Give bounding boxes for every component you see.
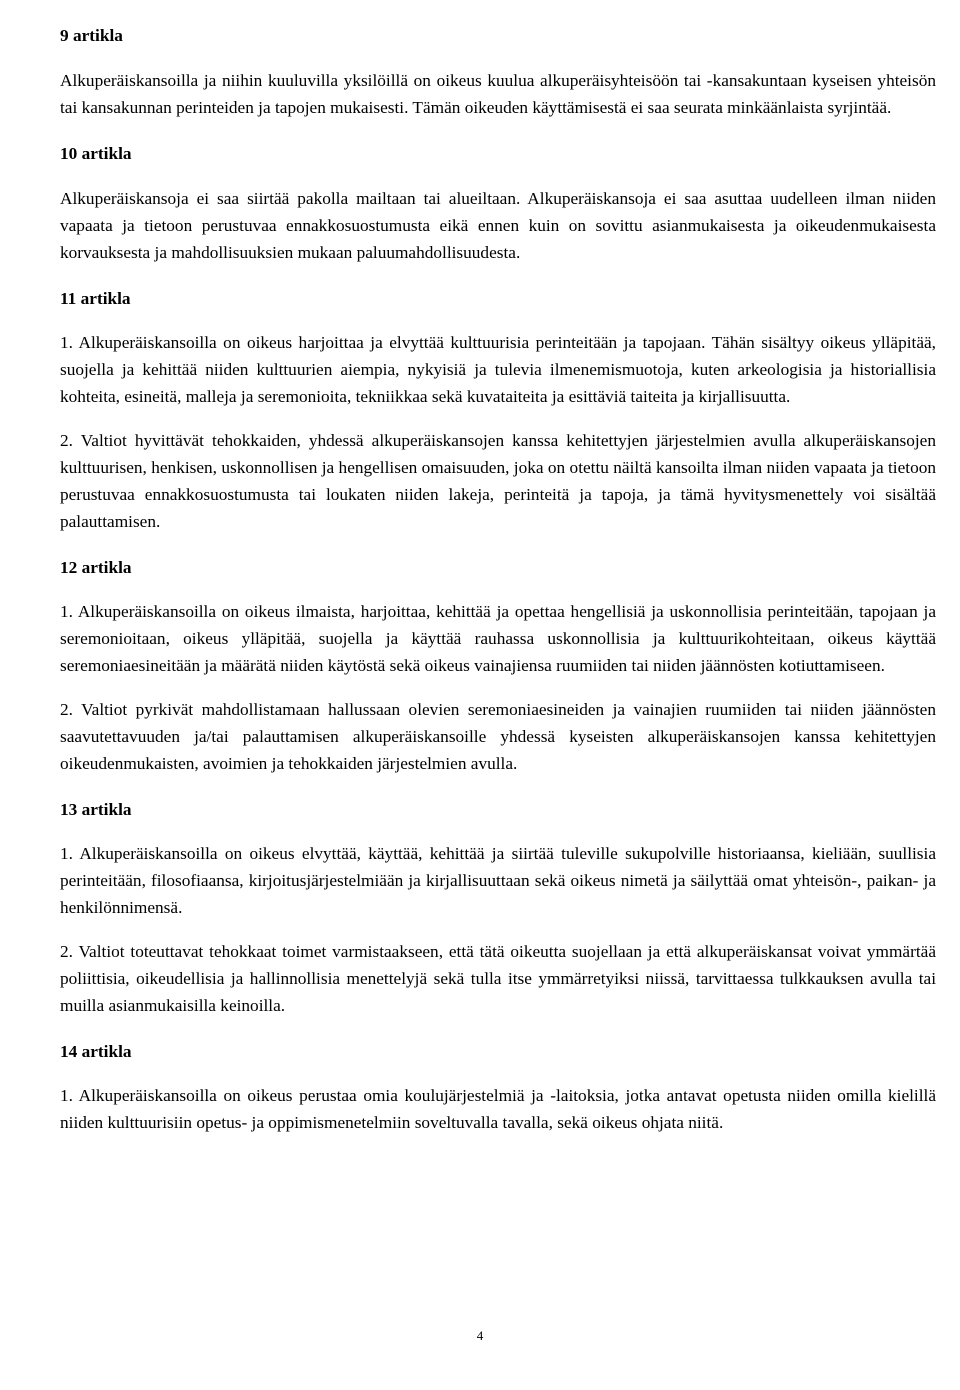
page-content xyxy=(60,22,936,1136)
article-heading: 10 artikla xyxy=(60,144,132,163)
article-heading: 14 artikla xyxy=(60,1042,132,1061)
article-paragraph: 1. Alkuperäiskansoilla on oikeus ilmaista, harjoittaa, kehittää ja opettaa hengellisiä ja uskonnollisia perinteitään, tapojaan ja seremonioitaan, oikeus ylläpitää, suojella ja käyttää rauhassa uskonnollisia ja kulttuurikohteitaan, oikeus käyttää seremoniaesineitään ja määrätä niiden käytöstä sekä oikeus vainajiensa ruumiiden tai niiden jäännösten kotiuttamiseen. xyxy=(60,602,936,675)
article-paragraph: 1. Alkuperäiskansoilla on oikeus perustaa omia koulujärjestelmiä ja -laitoksia, jotka antavat opetusta niiden omilla kielillä niiden kulttuurisiin opetus- ja oppimismenetelmiin soveltuvalla tavalla, sekä oikeus ohjata niitä. xyxy=(60,1086,936,1132)
article-10 xyxy=(60,140,936,266)
article-9 xyxy=(60,22,936,121)
article-paragraph: Alkuperäiskansoja ei saa siirtää pakolla mailtaan tai alueiltaan. Alkuperäiskansoja ei saa asuttaa uudelleen ilman niiden vapaata ja tietoon perustuvaa ennakkosuostumusta eikä ennen kuin on sovittu asianmukaisesta ja oikeudenmukaisesta korvauksesta ja mahdollisuuksien mukaan paluumahdollisuudesta. xyxy=(60,189,936,262)
article-heading: 11 artikla xyxy=(60,289,131,308)
article-paragraph: 1. Alkuperäiskansoilla on oikeus elvyttää, käyttää, kehittää ja siirtää tuleville sukupolville historiaansa, kieliään, suullisia perinteitään, filosofiaansa, kirjoitusjärjestelmiään ja kirjallisuuttaan sekä oikeus nimetä ja säilyttää omat yhteisön-, paikan- ja henkilönnimensä. xyxy=(60,844,936,917)
article-paragraph: 2. Valtiot pyrkivät mahdollistamaan hallussaan olevien seremoniaesineiden ja vainajien ruumiiden tai niiden jäännösten saavutettavuuden ja/tai palauttamisen alkuperäiskansoille yhdessä kyseisten alkuperäiskansojen kanssa kehitettyjen oikeudenmukaisten, avoimien ja tehokkaiden järjestelmien avulla. xyxy=(60,700,936,773)
article-paragraph: 2. Valtiot hyvittävät tehokkaiden, yhdessä alkuperäiskansojen kanssa kehitettyjen järjestelmien avulla alkuperäiskansojen kulttuurisen, henkisen, uskonnollisen ja hengellisen omaisuuden, joka on otettu näiltä kansoilta ilman niiden vapaata ja tietoon perustuvaa ennakkosuostumusta tai loukaten niiden lakeja, perinteitä ja tapoja, ja tämä hyvitysmenettely voi sisältää palauttamisen. xyxy=(60,431,936,531)
page-number: 4 xyxy=(476,1328,484,1343)
article-14 xyxy=(60,1038,936,1136)
article-heading: 12 artikla xyxy=(60,558,132,577)
article-paragraph: 2. Valtiot toteuttavat tehokkaat toimet varmistaakseen, että tätä oikeutta suojellaan ja että alkuperäiskansat voivat ymmärtää poliittisia, oikeudellisia ja hallinnollisia menettelyjä sekä tulla itse ymmärretyiksi niissä, tarvittaessa tulkkauksen avulla tai muilla asianmukaisilla keinoilla. xyxy=(60,942,936,1015)
article-paragraph: Alkuperäiskansoilla ja niihin kuuluvilla yksilöillä on oikeus kuulua alkuperäisyhteisöön tai -kansakuntaan kyseisen yhteisön tai kansakunnan perinteiden ja tapojen mukaisesti. Tämän oikeuden käyttämisestä ei saa seurata minkäänlaista syrjintää. xyxy=(60,71,936,117)
article-12 xyxy=(60,554,936,777)
article-heading: 13 artikla xyxy=(60,800,132,819)
article-13 xyxy=(60,796,936,1019)
article-heading: 9 artikla xyxy=(60,26,123,45)
article-paragraph: 1. Alkuperäiskansoilla on oikeus harjoittaa ja elvyttää kulttuurisia perinteitään ja tapojaan. Tähän sisältyy oikeus ylläpitää, suojella ja kehittää niiden kulttuurien aiempia, nykyisiä ja tulevia ilmenemismuotoja, kuten arkeologisia ja historiallisia kohteita, esineitä, malleja ja seremonioita, tekniikkaa sekä kuvataiteita ja esittäviä taiteita ja kirjallisuutta. xyxy=(60,333,936,406)
article-11 xyxy=(60,285,936,535)
